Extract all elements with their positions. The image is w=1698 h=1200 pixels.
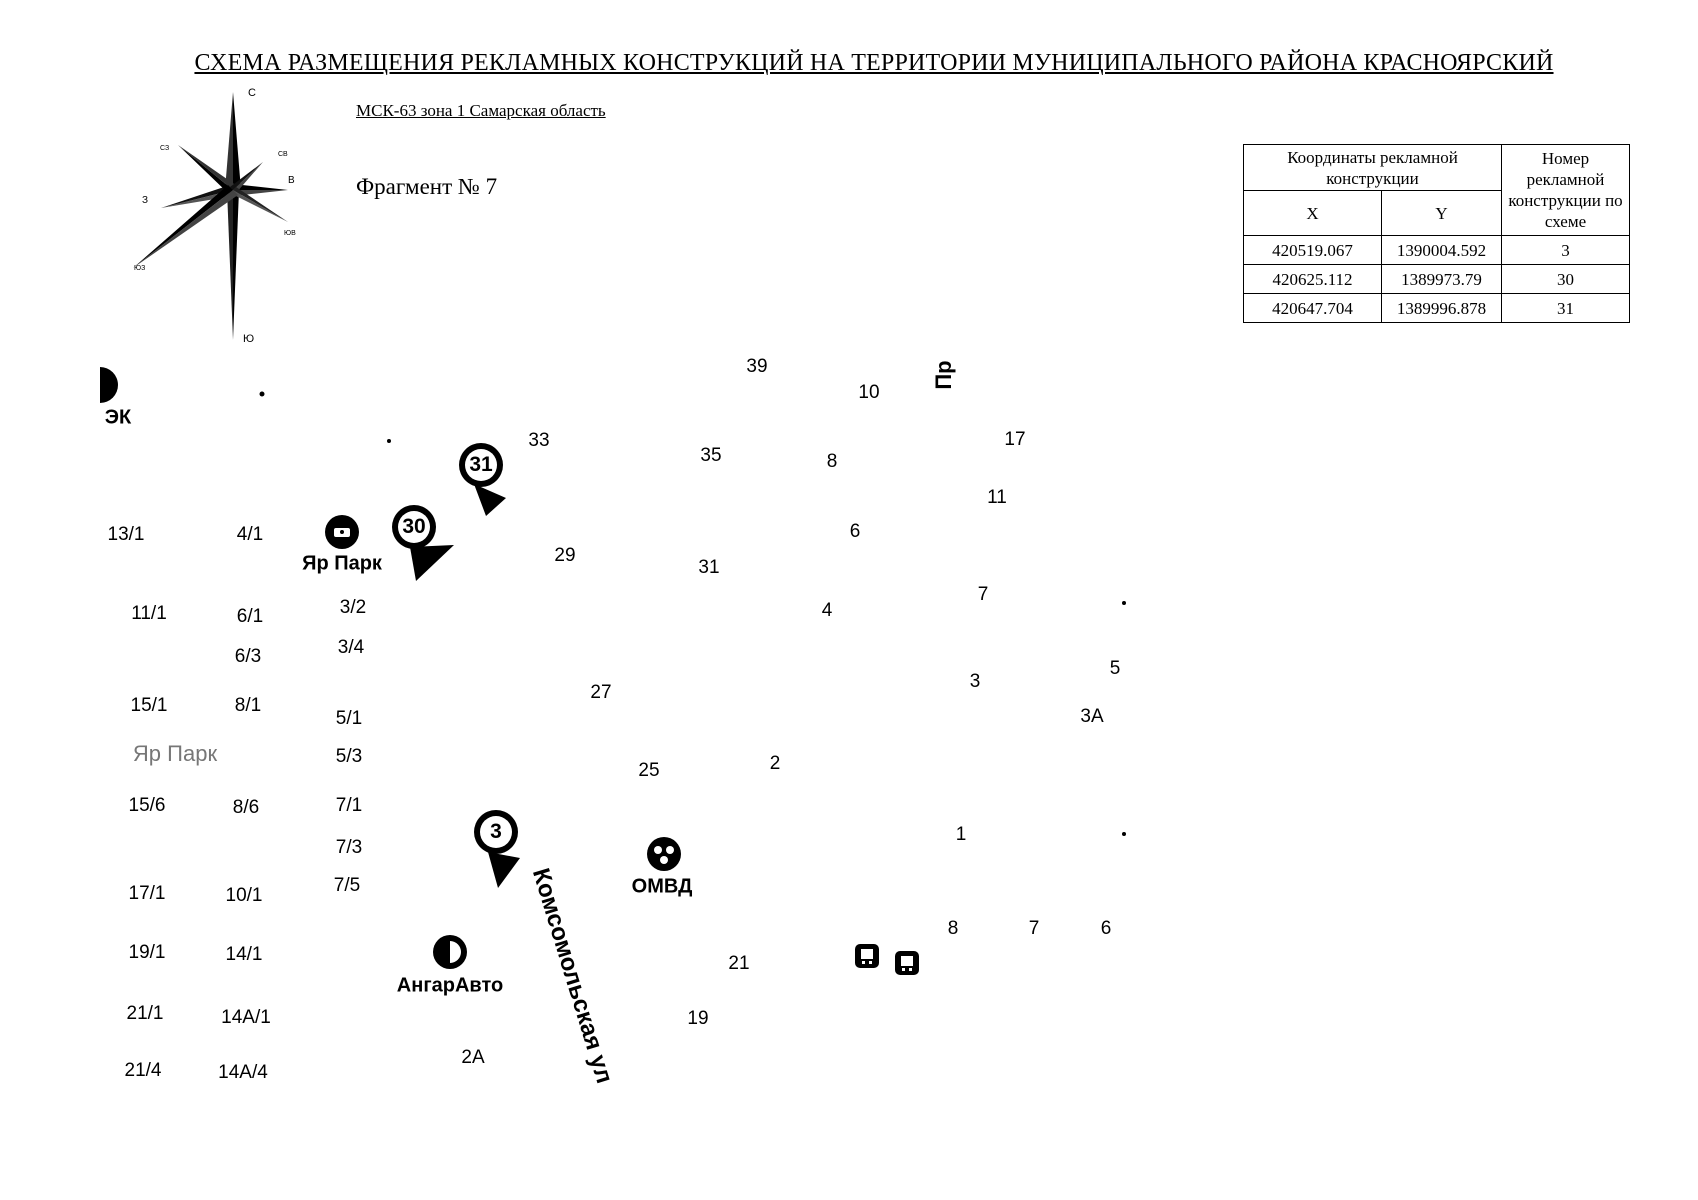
- marker-3-label: 3: [490, 820, 502, 843]
- house-number: 21/4: [124, 1060, 162, 1081]
- house-number: 19/1: [128, 942, 166, 963]
- house-number: 7/1: [335, 795, 363, 816]
- poi-omvd-label: ОМВД: [631, 875, 693, 898]
- house-number: 29: [554, 545, 576, 566]
- header-x: X: [1244, 191, 1382, 236]
- house-number: 5/1: [335, 708, 363, 729]
- house-number: 8: [826, 451, 838, 472]
- cell-number: 31: [1502, 294, 1630, 323]
- house-number: 7/5: [333, 875, 361, 896]
- house-number: 10: [858, 382, 880, 403]
- cell-y: 1389996.878: [1382, 294, 1502, 323]
- compass-ne-label: СВ: [278, 151, 288, 158]
- header-coords: Координаты рекламной конструкции: [1244, 145, 1502, 191]
- compass-sw-label: ЮЗ: [134, 265, 146, 272]
- house-number: 7: [1028, 918, 1040, 939]
- house-number: 35: [700, 445, 722, 466]
- house-number: 19: [687, 1008, 709, 1029]
- house-number: 3/2: [339, 597, 367, 618]
- house-number: 15/1: [130, 695, 168, 716]
- marker-30-label: 30: [402, 515, 426, 538]
- house-number: 4/1: [236, 524, 264, 545]
- cell-y: 1389973.79: [1382, 265, 1502, 294]
- house-number: 6/1: [236, 606, 264, 627]
- compass-nw-label: СЗ: [160, 145, 170, 152]
- house-number: 2А: [461, 1047, 485, 1068]
- house-number: 14/1: [225, 944, 263, 965]
- house-number: 17/1: [128, 883, 166, 904]
- cell-x: 420647.704: [1244, 294, 1382, 323]
- house-number: 3А: [1080, 706, 1104, 727]
- compass-w-label: З: [142, 195, 149, 206]
- house-number: 6/3: [234, 646, 262, 667]
- compass-n-label: С: [248, 87, 256, 99]
- house-number: 31: [698, 557, 720, 578]
- house-number: 4: [821, 600, 833, 621]
- area-yar-park-label: Яр Парк: [132, 741, 218, 766]
- map-title: СХЕМА РАЗМЕЩЕНИЯ РЕКЛАМНЫХ КОНСТРУКЦИЙ НА ТЕРРИТОРИИ МУНИЦИПАЛЬНОГО РАЙОНА КРАСНОЯРСКИЙ: [194, 50, 1554, 76]
- cell-number: 3: [1502, 236, 1630, 265]
- house-number: 17: [1004, 429, 1026, 450]
- street-komsomolskaya-label: Комсомольская ул: [526, 865, 619, 1087]
- house-number: 2: [769, 753, 781, 774]
- house-number: 7/3: [335, 837, 363, 858]
- house-number: 5: [1109, 658, 1121, 679]
- compass-s-label: Ю: [243, 333, 255, 345]
- cell-number: 30: [1502, 265, 1630, 294]
- marker-31-label: 31: [469, 453, 493, 476]
- house-number: 7: [977, 584, 989, 605]
- poi-angar-label: АнгарАвто: [396, 974, 504, 997]
- compass-e-label: В: [288, 175, 295, 186]
- house-number: 11: [987, 487, 1007, 508]
- house-number: 5/3: [335, 746, 363, 767]
- house-number: 21: [728, 953, 750, 974]
- compass-se-label: ЮВ: [284, 230, 296, 237]
- house-number: 14А/1: [221, 1007, 271, 1028]
- house-number: 14А/4: [218, 1062, 268, 1083]
- house-number: 8/6: [232, 797, 260, 818]
- house-number: 10/1: [225, 885, 263, 906]
- cell-x: 420519.067: [1244, 236, 1382, 265]
- poi-edge-label: ЭК: [104, 406, 132, 429]
- poi-yar-park-label: Яр Парк: [302, 552, 382, 575]
- cell-y: 1390004.592: [1382, 236, 1502, 265]
- house-number: 25: [638, 760, 660, 781]
- coordinate-system-label: МСК-63 зона 1 Самарская область: [356, 101, 606, 120]
- header-number: Номер рекламной конструкции по схеме: [1502, 145, 1630, 236]
- fragment-label: Фрагмент № 7: [356, 174, 498, 199]
- house-number: 3/4: [337, 637, 365, 658]
- house-number: 8: [947, 918, 959, 939]
- house-number: 1: [955, 824, 967, 845]
- cell-x: 420625.112: [1244, 265, 1382, 294]
- house-number: 6: [849, 521, 861, 542]
- house-number: 11/1: [131, 603, 167, 624]
- house-number: 21/1: [126, 1003, 164, 1024]
- house-number: 27: [590, 682, 612, 703]
- house-number: 6: [1100, 918, 1112, 939]
- house-number: 8/1: [234, 695, 262, 716]
- house-number: 39: [746, 356, 768, 377]
- house-number: 13/1: [107, 524, 145, 545]
- header-y: Y: [1382, 191, 1502, 236]
- house-number: 33: [528, 430, 550, 451]
- house-number: 15/6: [128, 795, 166, 816]
- street-pr-label: Пр: [931, 360, 956, 390]
- house-number: 3: [969, 671, 981, 692]
